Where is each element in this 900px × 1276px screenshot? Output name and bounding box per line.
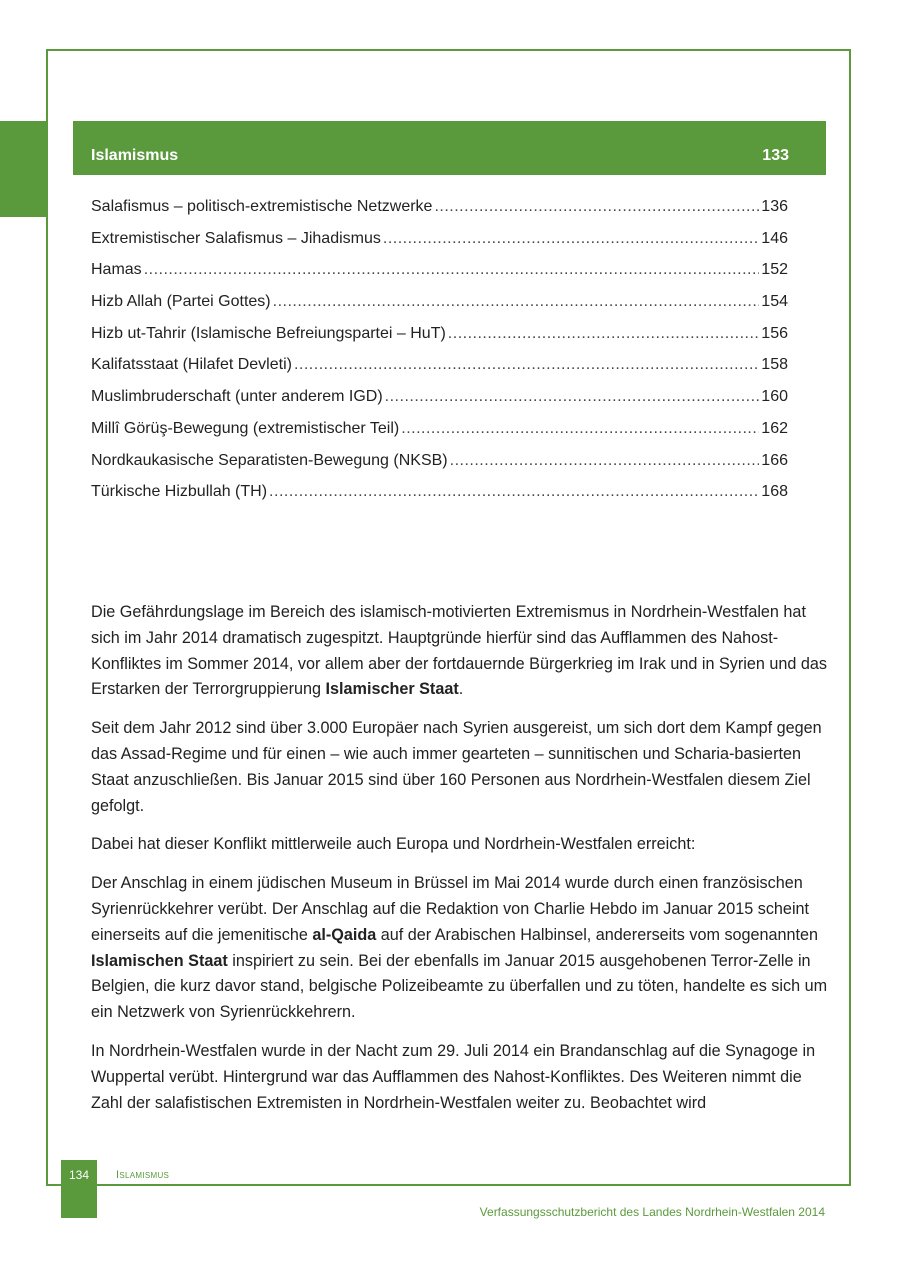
toc-leader: [450, 450, 760, 472]
toc-leader: [385, 386, 760, 408]
toc-label: Hizb ut-Tahrir (Islamische Befreiungspartei – HuT): [91, 324, 446, 342]
toc-entry[interactable]: [91, 196, 788, 228]
paragraph: In Nordrhein-Westfalen wurde in der Nacht zum 29. Juli 2014 ein Brandanschlag auf die Synagoge in Wuppertal verübt. Hintergrund war das Aufflammen des Nahost-Konfliktes. Des Weiteren nimmt die Zahl der salafistischen Extremisten in Nordrhein-Westfalen weiter zu. Beobachtet wird: [91, 1041, 816, 1112]
paragraph: Seit dem Jahr 2012 sind über 3.000 Europäer nach Syrien ausgereist, um sich dort dem Kampf gegen das Assad-Regime und für einen – wie auch immer gearteten – sunnitischen und Scharia-basierten Staat anzuschließen. Bis Januar 2015 sind über 160 Personen aus Nordrhein-Westfalen diesem Ziel gefolgt.: [91, 719, 822, 815]
toc-page: 166: [761, 451, 788, 469]
toc-page: 154: [761, 293, 788, 311]
emphasis: al-Qaida: [312, 925, 377, 944]
toc-label: Türkische Hizbullah (TH): [91, 483, 268, 501]
chapter-title: Islamismus: [91, 147, 179, 164]
toc-label: Muslimbruderschaft (unter anderem IGD): [91, 388, 383, 406]
toc-entry[interactable]: [91, 418, 788, 450]
toc-entry[interactable]: [91, 228, 788, 260]
toc-page: 152: [761, 261, 788, 279]
toc-leader: [383, 228, 759, 250]
chapter-header: [73, 121, 826, 175]
toc-leader: [273, 291, 760, 313]
toc-leader: [269, 481, 759, 503]
toc-leader: [448, 323, 760, 345]
toc-entry[interactable]: [91, 354, 788, 386]
toc-entry[interactable]: [91, 481, 788, 513]
running-head: Islamismus: [116, 1169, 170, 1181]
table-of-contents: [91, 196, 788, 513]
toc-entry[interactable]: [91, 259, 788, 291]
page-number: 134: [61, 1160, 97, 1218]
toc-page: 168: [761, 483, 788, 501]
side-tab: [0, 121, 47, 217]
toc-label: Hizb Allah (Partei Gottes): [91, 293, 271, 311]
toc-label: Salafismus – politisch-extremistische Netzwerke: [91, 198, 433, 215]
toc-leader: [294, 354, 759, 376]
toc-label: Kalifatsstaat (Hilafet Devleti): [91, 356, 292, 374]
toc-label: Hamas: [91, 261, 142, 279]
emphasis: Islamischen Staat: [91, 951, 228, 970]
publication-footer: Verfassungsschutzbericht des Landes Nordrhein-Westfalen 2014: [479, 1205, 825, 1219]
toc-entry[interactable]: [91, 450, 788, 482]
toc-page: 136: [761, 198, 788, 215]
toc-page: 160: [761, 388, 788, 406]
toc-entry[interactable]: [91, 386, 788, 418]
toc-entry[interactable]: [91, 323, 788, 355]
toc-page: 162: [761, 419, 788, 437]
toc-label: Millî Görüş-Bewegung (extremistischer Teil): [91, 419, 400, 437]
paragraph: Der Anschlag in einem jüdischen Museum in Brüssel im Mai 2014 wurde durch einen französischen Syrienrückkehrer verübt. Der Anschlag auf die Redaktion von Charlie Hebdo im Januar 2015 scheint einerseits auf die jemenitische al-Qaida auf der Arabischen Halbinsel, andererseits vom sogenannten Islamischen Staat inspiriert zu sein. Bei der ebenfalls im Januar 2015 ausgehobenen Terror-Zelle in Belgien, die kurz davor stand, belgische Polizeibeamte zu überfallen und zu töten, handelte es sich um ein Netzwerk von Syrienrückkehrern.: [91, 874, 828, 1022]
toc-leader: [434, 196, 759, 218]
toc-leader: [144, 259, 760, 281]
toc-entry[interactable]: [91, 291, 788, 323]
paragraph: Die Gefährdungslage im Bereich des islamisch-motivierten Extremismus in Nordrhein-Westfalen hat sich im Jahr 2014 dramatisch zugespitzt. Hauptgründe hierfür sind das Aufflammen des Nahost-Konfliktes im Sommer 2014, vor allem aber der fortdauernde Bürgerkrieg im Irak und in Syrien und das Erstarken der Terrorgruppierung Islamischer Staat.: [91, 603, 827, 699]
chapter-page: 133: [762, 147, 789, 164]
paragraph: Dabei hat dieser Konflikt mittlerweile auch Europa und Nordrhein-Westfalen erreicht:: [91, 835, 696, 854]
body-text: [91, 600, 828, 1129]
toc-label: Extremistischer Salafismus – Jihadismus: [91, 229, 381, 247]
toc-page: 146: [761, 229, 788, 247]
emphasis: Islamischer Staat: [325, 680, 459, 699]
toc-page: 156: [761, 324, 788, 342]
toc-leader: [401, 418, 759, 440]
toc-label: Nordkaukasische Separatisten-Bewegung (NKSB): [91, 451, 448, 469]
toc-page: 158: [761, 356, 788, 374]
